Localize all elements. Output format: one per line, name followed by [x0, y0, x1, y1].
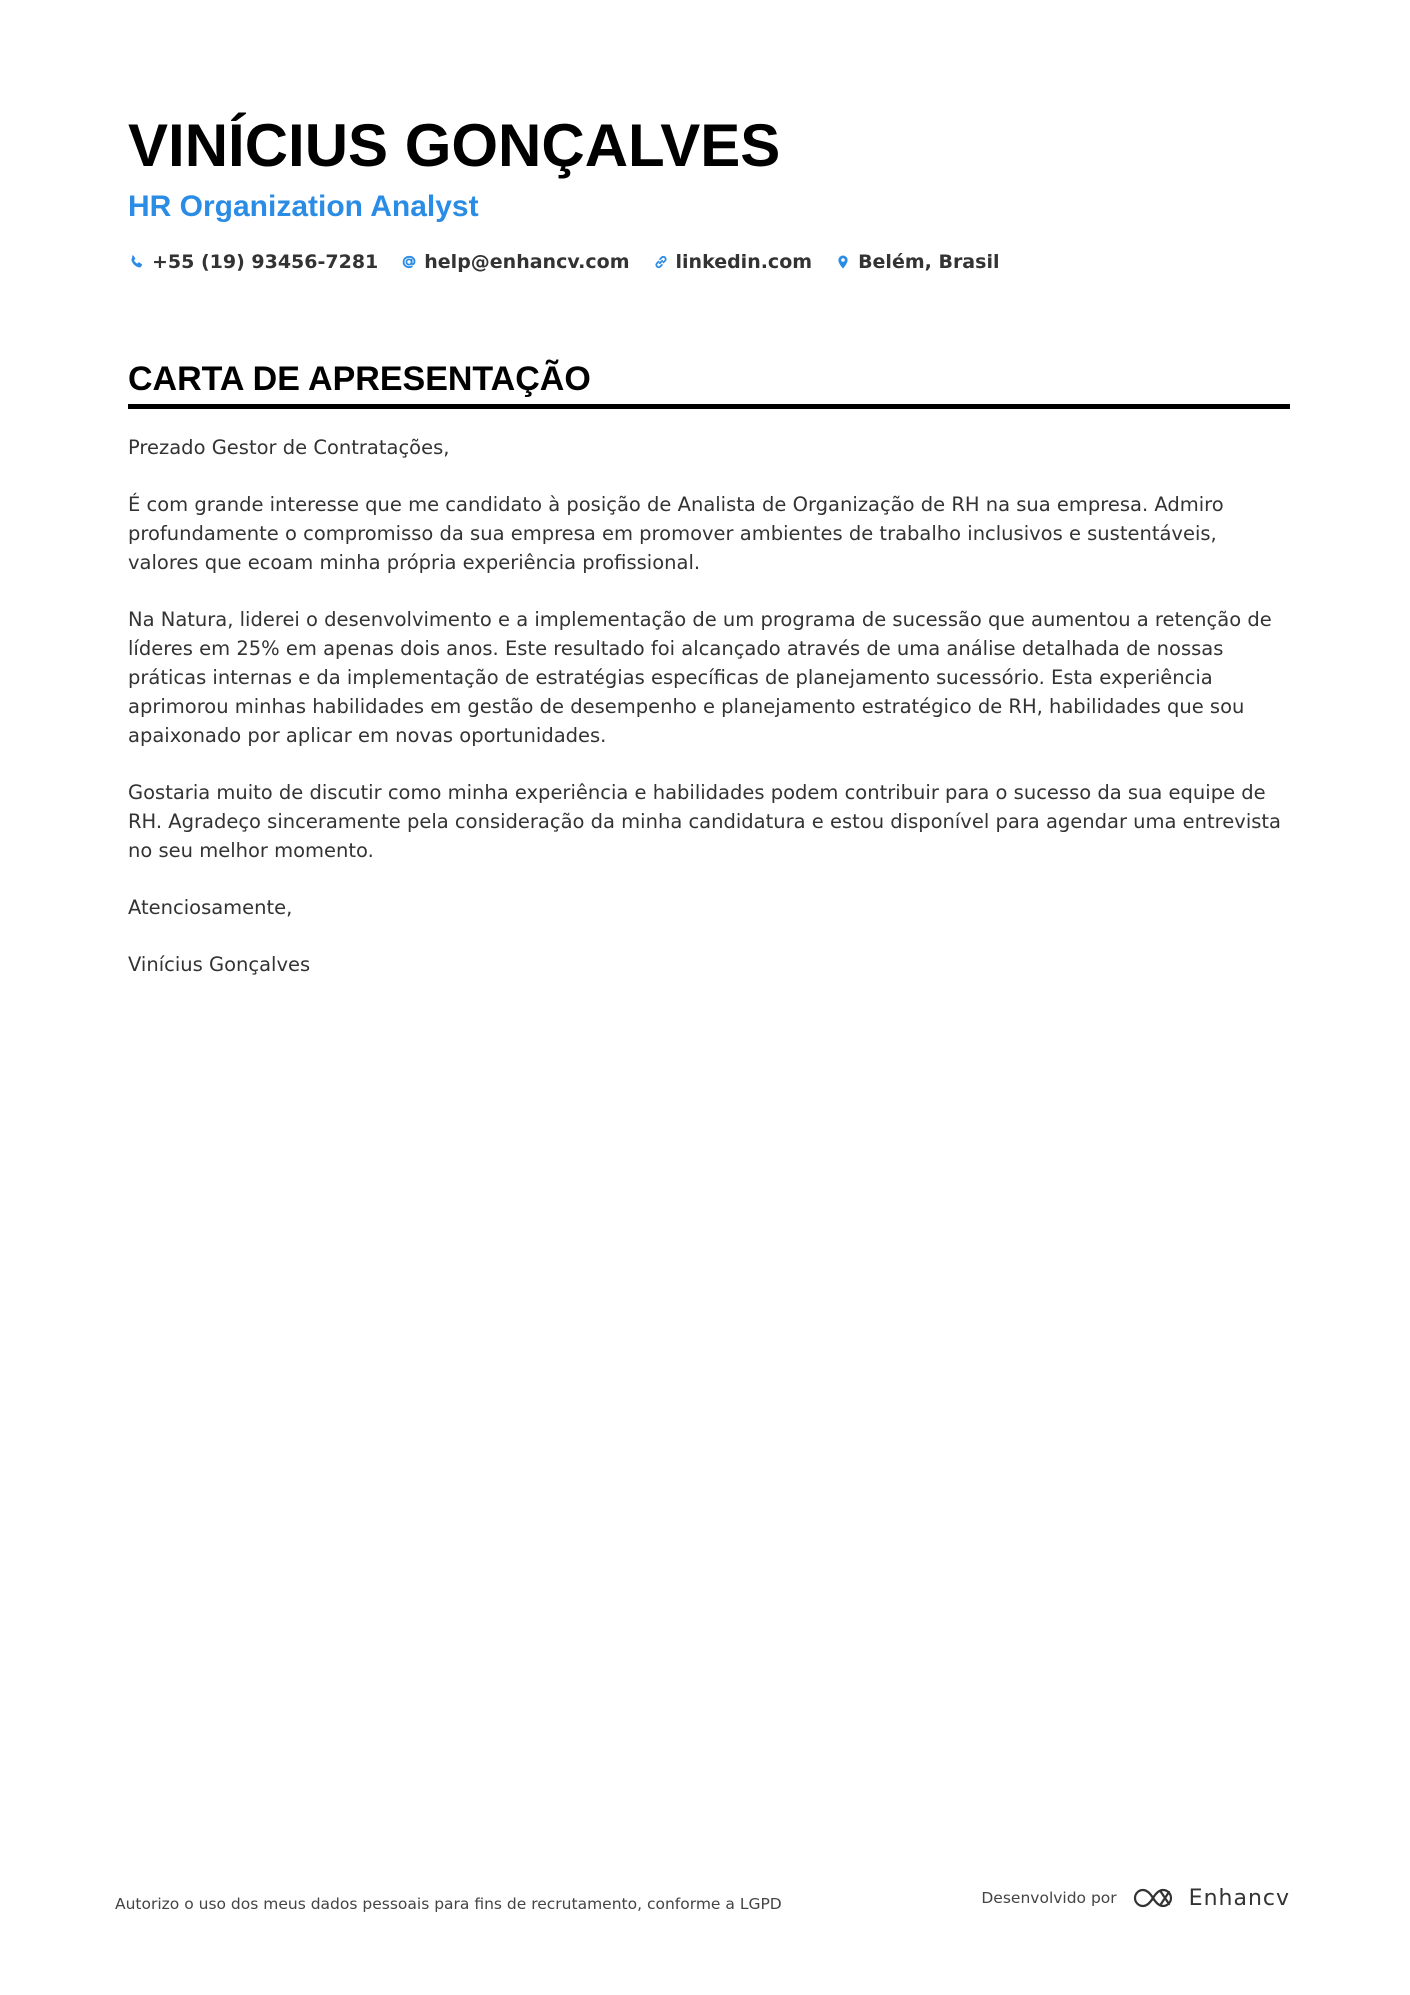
brand-name[interactable]: Enhancv: [1188, 1885, 1290, 1911]
letter-body: [128, 433, 1290, 979]
letter-paragraph: Na Natura, liderei o desenvolvimento e a implementação de um programa de sucessão que aumentou a retenção de líderes em 25% em apenas dois anos. Este resultado foi alcançado através de uma análise detalhada de nossas práticas internas e da implementação de estratégias específicas de planejamento sucessório. Esta experiência aprimorou minhas habilidades em gestão de desempenho e planejamento estratégico de RH, habilidades que sou apaixonado por aplicar em novas oportunidades.: [128, 608, 1272, 747]
candidate-name: VINÍCIUS GONÇALVES: [128, 112, 781, 179]
contact-linkedin[interactable]: [652, 251, 813, 273]
contact-location: [834, 251, 999, 273]
contact-phone[interactable]: [128, 251, 378, 273]
powered-by: [981, 1884, 1290, 1912]
powered-by-label: Desenvolvido por: [981, 1889, 1117, 1907]
cover-letter: [128, 108, 1290, 1007]
contact-email[interactable]: [400, 251, 629, 273]
contact-email-text: help@enhancv.com: [424, 251, 630, 273]
location-icon: [834, 253, 852, 271]
contact-phone-text: +55 (19) 93456-7281: [152, 251, 379, 273]
contact-bar: [128, 251, 1290, 273]
section-title: CARTA DE APRESENTAÇÃO: [128, 358, 1290, 409]
enhancv-logo-icon: [1131, 1884, 1179, 1912]
link-icon: [652, 253, 670, 271]
at-icon: [400, 253, 418, 271]
letter-salutation: Prezado Gestor de Contratações,: [128, 436, 450, 459]
letter-paragraph: É com grande interesse que me candidato à posição de Analista de Organização de RH na sua empresa. Admiro profundamente o compromisso da sua empresa em promover ambientes de trabalho inclusivos e sustentáveis, valores que ecoam minha própria experiência profissional.: [128, 493, 1224, 574]
letter-closing: Atenciosamente,: [128, 896, 293, 919]
letter-paragraph: Gostaria muito de discutir como minha experiência e habilidades podem contribuir para o sucesso da sua equipe de RH. Agradeço sinceramente pela consideração da minha candidatura e estou disponível para agendar uma entrevista no seu melhor momento.: [128, 781, 1281, 862]
candidate-role: HR Organization Analyst: [128, 190, 479, 223]
contact-linkedin-text: linkedin.com: [675, 251, 813, 273]
letter-signature: Vinícius Gonçalves: [128, 953, 311, 976]
consent-note: Autorizo o uso dos meus dados pessoais para fins de recrutamento, conforme a LGPD: [115, 1895, 782, 1913]
contact-location-text: Belém, Brasil: [858, 251, 1000, 273]
phone-icon: [128, 253, 146, 271]
